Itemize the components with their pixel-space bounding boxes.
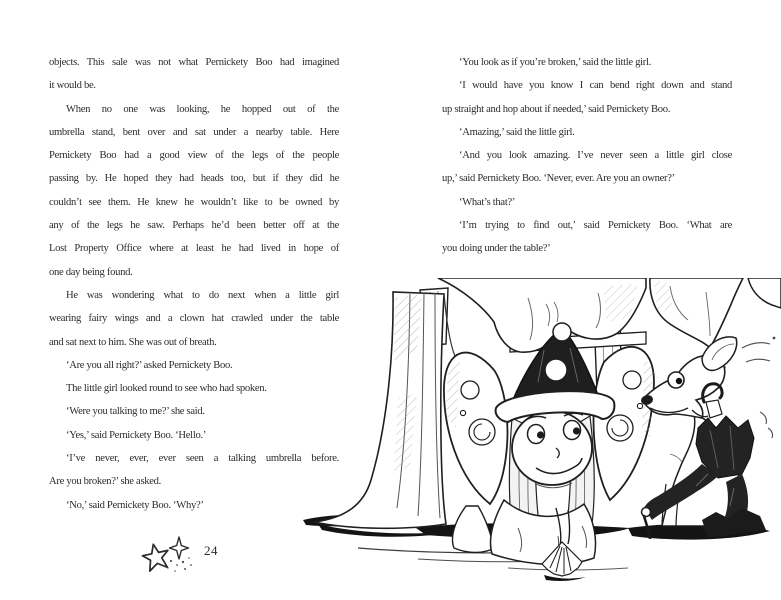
text-line: When no one was looking, he hopped out of the	[66, 103, 339, 115]
text-column-right	[442, 51, 732, 261]
star-doodle-icon	[138, 531, 208, 579]
text-line: ‘What’s that?’	[459, 196, 516, 208]
text-line: you doing under the table?’	[442, 243, 551, 255]
page-footer	[138, 531, 248, 579]
illustration	[298, 278, 781, 600]
text-line: Are you broken?’ she asked.	[49, 476, 162, 488]
text-line: ‘I’m trying to find out,’ said Pernickety Boo. ‘What are	[459, 220, 732, 232]
text-line: it would be.	[49, 80, 96, 92]
fairy-wing-right	[594, 347, 654, 500]
pom-pom	[553, 323, 571, 341]
dot-sprinkles	[167, 557, 192, 572]
text-line: up straight and hop about if needed,’ said Pernickety Boo.	[442, 103, 671, 115]
fairy-wing-left	[444, 353, 507, 504]
text-line: He was wondering what to do next when a little girl	[66, 289, 339, 301]
sparkle-icon	[170, 537, 189, 559]
text-line: ‘You look as if you’re broken,’ said the little girl.	[459, 57, 652, 68]
page-number: 24	[204, 543, 218, 558]
text-line: any of the legs he saw. Perhaps he’d been better off at the	[49, 220, 339, 232]
text-line: Lost Property Office where at least he had lived in hope of	[49, 243, 339, 255]
text-line: Pernickety Boo had a good view of the legs of the people	[49, 150, 339, 162]
pom-pom	[545, 359, 567, 381]
text-line: and sat next to him. She was out of breath.	[49, 336, 217, 348]
text-column-left	[49, 51, 339, 517]
text-line: ‘No,’ said Pernickety Boo. ‘Why?’	[66, 499, 204, 511]
text-line: one day being found.	[49, 266, 133, 278]
text-line: ‘And you look amazing. I’ve never seen a little girl close	[459, 150, 732, 162]
motion-lines	[742, 343, 770, 362]
text-line: up,’ said Pernickety Boo. ‘Never, ever. Are you an owner?’	[442, 173, 675, 185]
text-line: wearing fairy wings and a clown hat crawled under the table	[49, 313, 339, 325]
text-line: The little girl looked round to see who had spoken.	[66, 383, 267, 395]
text-line: passing by. He hoped they had heads too, but if they did he	[49, 173, 339, 185]
text-line: ‘I’ve never, ever, ever seen a talking umbrella before.	[66, 453, 339, 465]
text-line: objects. This sale was not what Pernickety Boo had imagined	[49, 57, 339, 68]
text-line: ‘Amazing,’ said the little girl.	[459, 126, 575, 138]
text-line: umbrella stand, bent over and sat under a nearby table. Here	[49, 126, 339, 138]
text-line: ‘Are you all right?’ asked Pernickety Boo.	[66, 359, 233, 371]
text-line: ‘I would have you know I can bend right down and stand	[459, 80, 732, 92]
text-line: ‘Were you talking to me?’ she said.	[66, 406, 205, 418]
text-line: ‘Yes,’ said Pernickety Boo. ‘Hello.’	[66, 429, 207, 441]
text-line: couldn’t see them. He knew he wouldn’t like to be owned by	[49, 196, 339, 208]
